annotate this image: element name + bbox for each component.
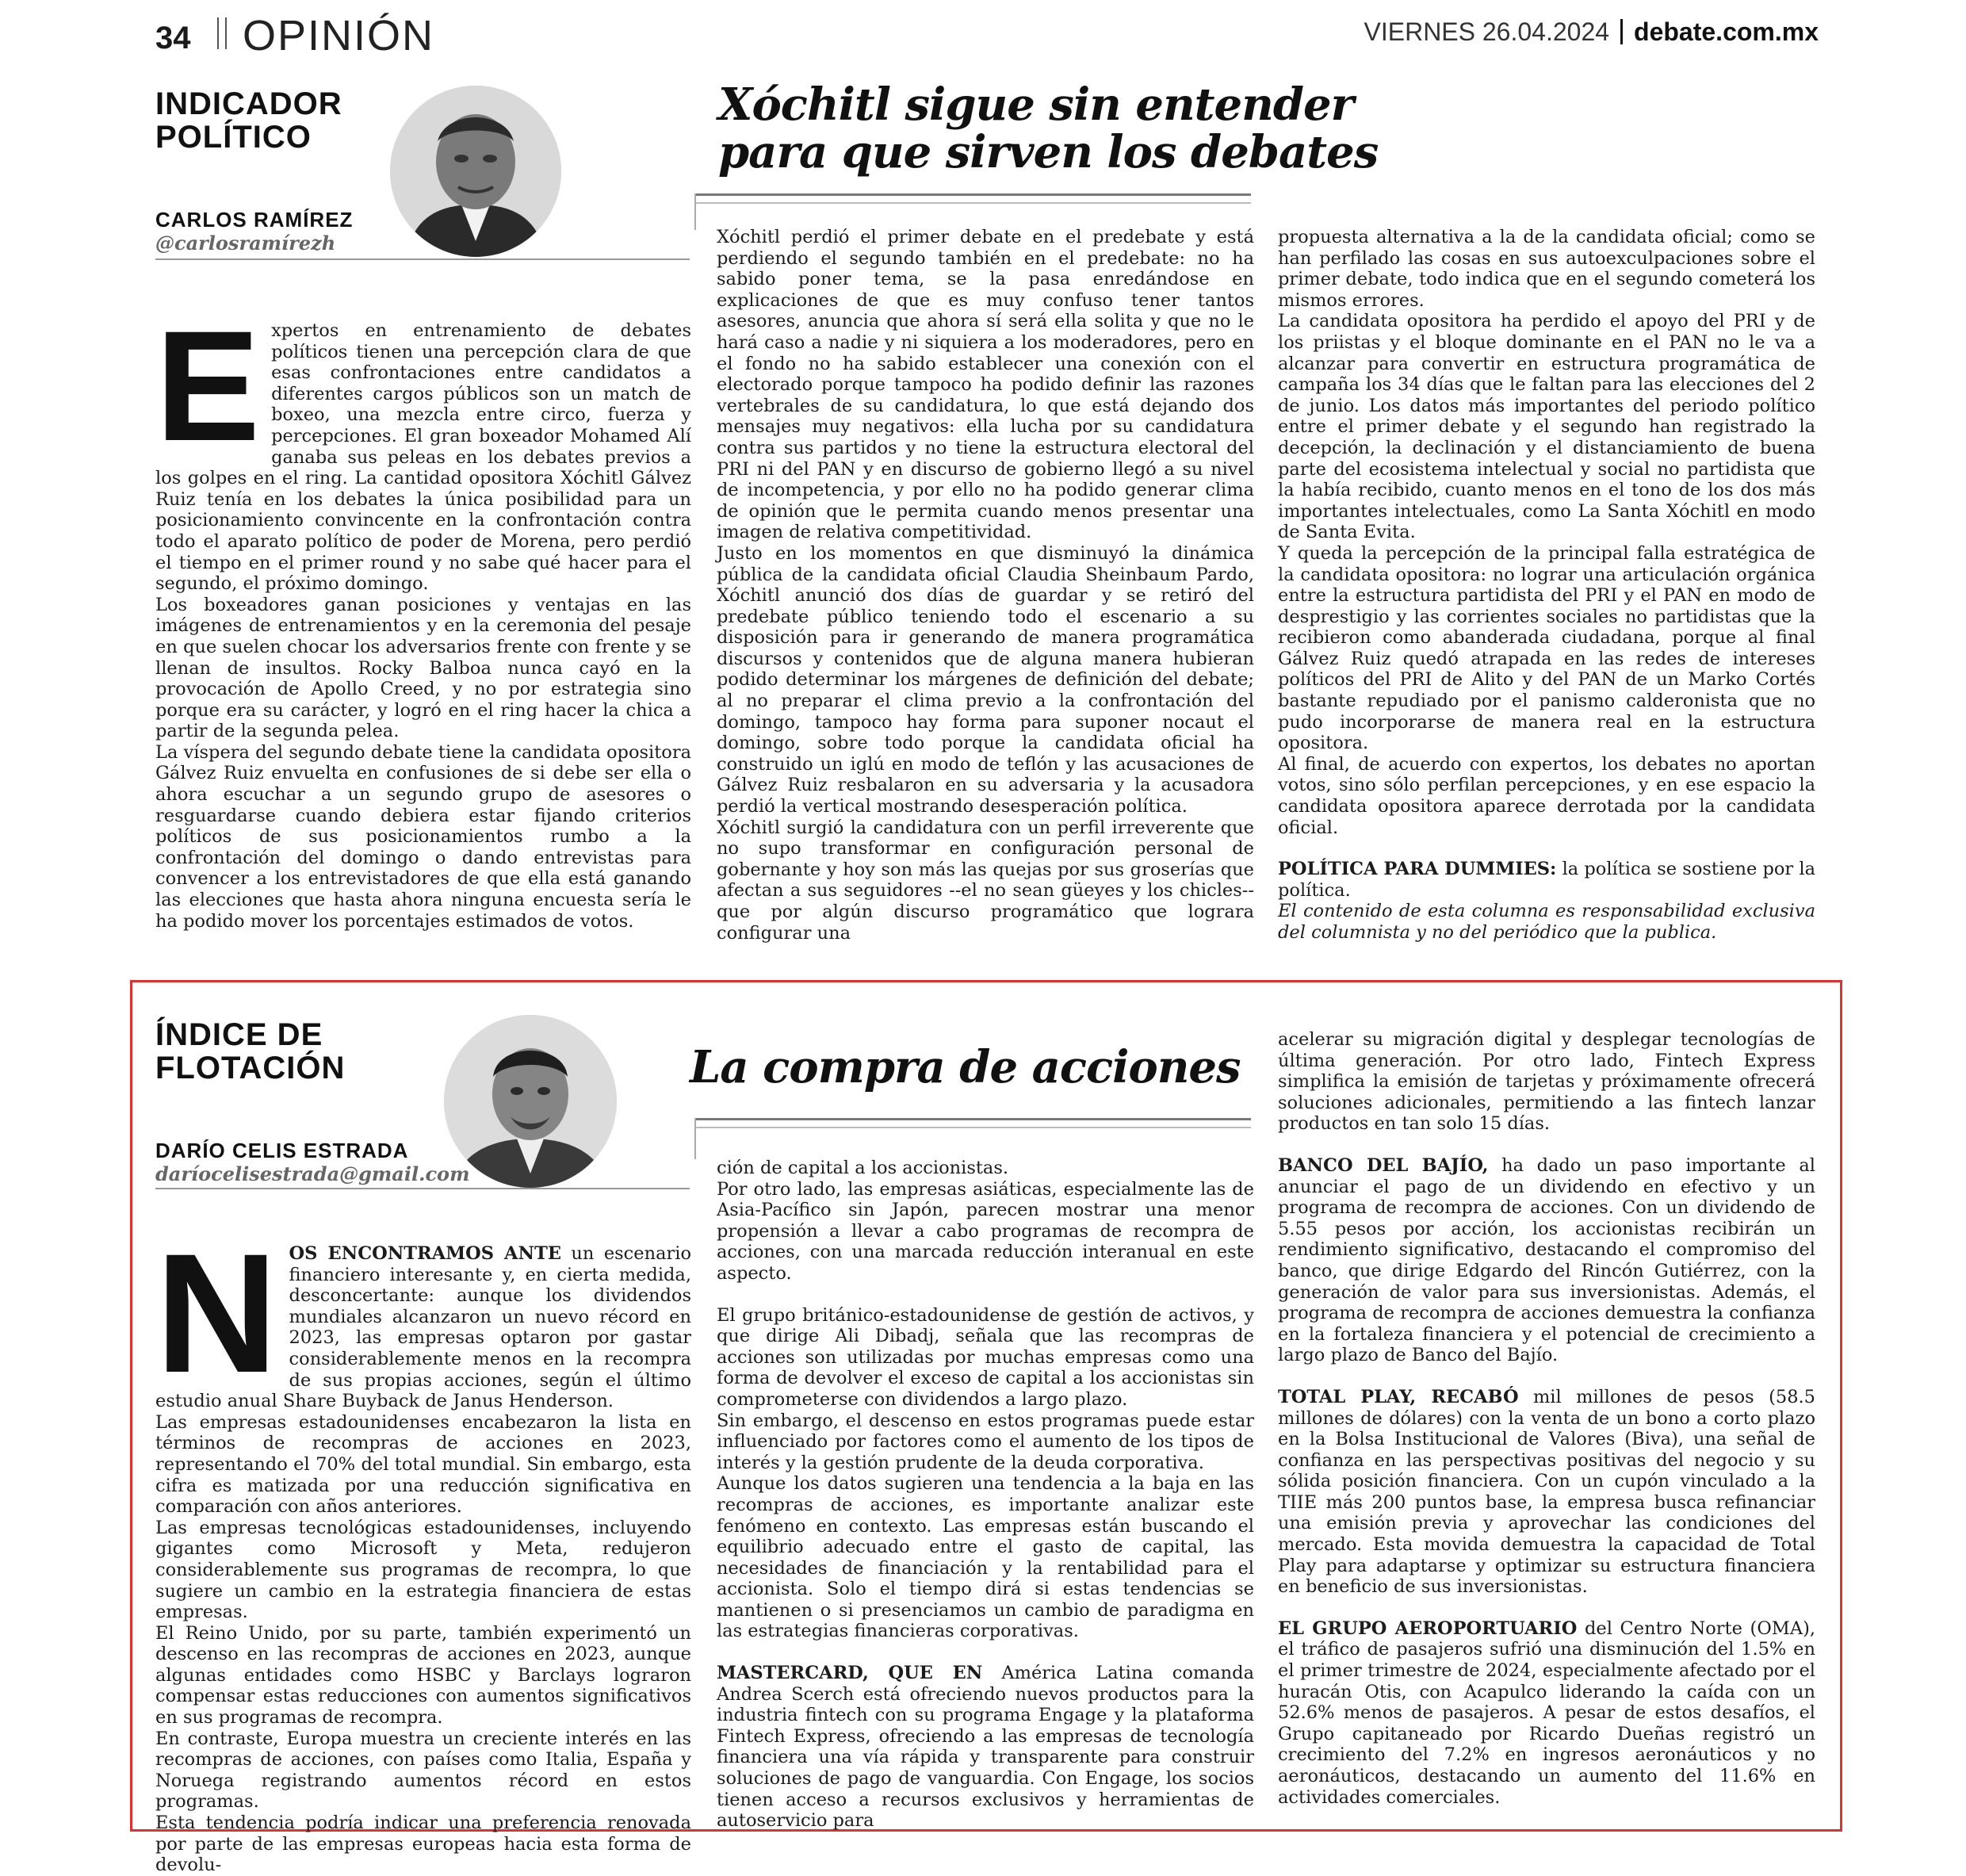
closing-text: la política se sostiene por la política. xyxy=(1278,859,1816,901)
closing-lead: POLÍTICA PARA DUMMIES: xyxy=(1278,859,1557,880)
article-column xyxy=(1278,227,1815,944)
dateline xyxy=(1364,17,1819,47)
paragraph-text: del Centro Norte (OMA), el tráfico de pasajeros sufrió una disminución del 1.5% en el primer trimestre de 2024, especialmente afectado por el huracán Otis, con Acapulco liderando la caída con un 52.6% menos de pasajeros. A pesar de estos desafíos, el Grupo capitaneado por Ricardo Dueñas registró un crecimiento del 7.2% en ingresos aeronáuticos y no aeronáuticos, destacando un aumento del 11.6% en actividades comerciales. xyxy=(1278,1618,1815,1808)
headline-rule xyxy=(694,193,1251,204)
paragraph: El grupo británico-estadounidense de gestión de activos, y que dirige Ali Dibadj, señala que las recompras de acciones son utilizadas por muchas empresas como una forma de devolver el exceso de capital a los accionistas sin comprometerse con dividendos a largo plazo. xyxy=(717,1304,1254,1410)
paragraph: Aunque los datos sugieren una tendencia a la baja en las recompras de acciones, es importante analizar este fenómeno en contexto. Las empresas están buscando el equilibrio adecuado entre el gasto de capital, las necesidades de financiación y la rentabilidad para el accionista. Solo el tiempo dirá si estas tendencias se mantienen o si presenciamos un cambio de paradigma en las estrategias financieras corporativas. xyxy=(717,1473,1254,1642)
paragraph xyxy=(1278,1618,1815,1808)
kicker-line: POLÍTICO xyxy=(155,120,312,155)
page-number: 34 xyxy=(155,21,191,56)
lead-in: MASTERCARD, QUE EN xyxy=(717,1663,983,1684)
paragraph: Las empresas tecnológicas estadounidenses, incluyendo gigantes como Microsoft y Meta, redujeron considerablemente sus programas de recompra, lo que sugiere un cambio en la estrategia financiera de estas empresas. xyxy=(155,1517,691,1623)
drop-cap: E xyxy=(155,298,261,473)
author-email: daríocelisestrada@gmail.com xyxy=(155,1162,470,1185)
headline-rule xyxy=(694,1118,1251,1128)
headline-line: Xóchitl sigue sin entender xyxy=(718,78,1354,131)
paragraph-text: mil millones de pesos (58.5 millones de dólares) con la venta de un bono a corto plazo en la Bolsa Institucional de Valores (Biva), una señal de confianza en las perspectivas positivas del negocio y su sólida posición financiera. Con un cupón vinculado a la TIIE más 200 puntos base, la empresa busca refinanciar una emisión previa y aprovechar las condiciones del mercado. Esta movida demuestra la capacidad de Total Play para adaptarse y optimizar su estructura financiera en beneficio de sus inversionistas. xyxy=(1278,1386,1815,1598)
headline-line: para que sirven los debates xyxy=(718,126,1379,178)
closing-note xyxy=(1278,859,1815,901)
paragraph: La víspera del segundo debate tiene la candidata opositora Gálvez Ruiz envuelta en confusiones de si debe ser ella o ahora escuchar a un segundo grupo de asesores o resguardarse cuando debiera estar fijando criterios políticos de sus posicionamientos rumbo a la confrontación del domingo o dando entrevistas para convencer a los entrevistadores de que ella está ganando las elecciones que hasta ahora ninguna encuesta sería le ha podido mover los porcentajes estimados de votos. xyxy=(155,741,691,932)
author-name: DARÍO CELIS ESTRADA xyxy=(155,1139,409,1162)
column-divider xyxy=(694,1118,696,1159)
issue-date: VIERNES 26.04.2024 xyxy=(1364,17,1610,46)
section-title: OPINIÓN xyxy=(243,12,435,59)
article-column xyxy=(717,227,1254,944)
lead-in: EL GRUPO AEROPORTUARIO xyxy=(1278,1618,1578,1639)
lead-in: TOTAL PLAY, RECABÓ xyxy=(1278,1386,1519,1407)
column-kicker xyxy=(155,87,342,154)
paragraph: ción de capital a los accionistas. xyxy=(717,1158,1009,1178)
kicker-line: INDICADOR xyxy=(155,86,342,121)
author-name: CARLOS RAMÍREZ xyxy=(155,208,354,232)
paragraph: Los boxeadores ganan posiciones y ventajas en las imágenes de entrenamientos y en la ceremonia del pesaje en que suelen chocar los adversarios frente con frente y se llenan de insultos. Rocky Balboa nunca cayó en la provocación de Apollo Creed, y no por estrategia sino porque era su carácter, y logró en el ring hacer la chica a partir de la segunda pelea. xyxy=(155,594,691,742)
paragraph: Xóchitl surgió la candidatura con un perfil irreverente que no supo transformar en configuración personal de gobernante y hoy son más las quejas por sus groserías que afectan a sus seguidores --el no sean güeyes y los chicles-- que por algún discurso programático que lograra configurar una xyxy=(717,817,1254,944)
paragraph xyxy=(1278,1387,1815,1598)
article-column xyxy=(1278,1029,1815,1808)
paragraph: acelerar su migración digital y desplegar tecnologías de última generación. Por otro lado, Fintech Express simplifica la emisión de tarjetas y próximamente ofrecerá soluciones adicionales, permitiendo a las fintech lanzar productos en tan solo 15 días. xyxy=(1278,1029,1815,1135)
paragraph: Sin embargo, el descenso en estos programas puede estar influenciado por factores como el aumento de los tipos de interés y la gestión prudente de la deuda corporativa. xyxy=(717,1410,1254,1473)
paragraph-text: América Latina comanda Andrea Scerch está ofreciendo nuevos productos para la industria fintech con su programa Engage y la plataforma Fintech Express, ofreciendo a las empresas de tecnología financiera una vía rápida y transparente para construir soluciones de pago de vanguardia. Con Engage, los socios tienen acceso a recursos exclusivos y herramientas de autoservicio para xyxy=(717,1663,1254,1832)
author-rule xyxy=(155,1188,690,1189)
masthead-divider xyxy=(217,17,227,49)
paragraph: El Reino Unido, por su parte, también experimentó un descenso en las recompras de acciones en 2023, aunque algunas entidades como HSBC y Barclays lograron compensar estas reducciones con aumentos significativos en sus programas de recompra. xyxy=(155,1622,691,1729)
paragraph: propuesta alternativa a la de la candidata oficial; como se han perfilado las cosas en sus autoexculpaciones sobre el primer debate, todo indica que en el segundo cometerá los mismos errores. xyxy=(1278,227,1815,311)
author-photo xyxy=(390,86,561,257)
author-portrait-icon xyxy=(444,1015,617,1188)
paragraph: Por otro lado, las empresas asiáticas, especialmente las de Asia-Pacífico sin Japón, parecen mostrar una menor propensión a llevar a cabo programas de recompra de acciones, con una marcada reducción interanual en este aspecto. xyxy=(717,1178,1254,1284)
site-name: debate.com.mx xyxy=(1634,17,1819,46)
headline: La compra de acciones xyxy=(690,1041,1241,1093)
paragraph xyxy=(717,1663,1254,1832)
paragraph xyxy=(1278,1155,1815,1366)
author-handle: @carlosramírezh xyxy=(155,232,336,255)
paragraph: Al final, de acuerdo con expertos, los debates no aportan votos, sino sólo perfilan percepciones, y en ese espacio la candidata opositora aparece derrotada por la candidata oficial. xyxy=(1278,753,1815,838)
article-column xyxy=(155,298,691,932)
paragraph: Las empresas estadounidenses encabezaron la lista en términos de recompras de acciones en 2023, representando el 70% del total mundial. Sin embargo, esta cifra es matizada por una reducción significativa en comparación con años anteriores. xyxy=(155,1411,691,1518)
paragraph-text: un escenario financiero interesante y, en cierta medida, desconcertante: aunque los dividendos mundiales alcanzaron un nuevo récord en 2023, las empresas optaron por gastar considerablemente menos en la recompra de sus propias acciones, según el último estudio anual Share Buyback de Janus Henderson. xyxy=(155,1243,692,1412)
article-column xyxy=(717,1158,1254,1832)
paragraph: En contraste, Europa muestra un creciente interés en las recompras de acciones, con países como Italia, España y Noruega registrando aumentos récord en estos programas. xyxy=(155,1728,691,1813)
author-portrait-icon xyxy=(390,86,561,257)
lead-in: BANCO DEL BAJÍO, xyxy=(1278,1154,1489,1176)
drop-cap: N xyxy=(155,1219,278,1408)
lead-in: OS ENCONTRAMOS ANTE xyxy=(289,1243,561,1264)
kicker-line: ÍNDICE DE xyxy=(155,1017,323,1052)
column-kicker xyxy=(155,1018,345,1085)
paragraph: La candidata opositora ha perdido el apoyo del PRI y de los priistas y el bloque dominante en el PAN no le va a alcanzar para convertir en estructura programática de campaña los 34 días que le faltan para las elecciones del 2 de junio. Los datos más importantes del periodo político entre el primer debate y el segundo han registrado la decepción, la declinación y el distanciamiento de buena parte del ecosistema intelectual y social no partidista que la había recibido, cuanto menos en el tono de los dos más importantes intelectuales, como La Santa Xóchitl en modo de Santa Evita. xyxy=(1278,311,1815,543)
kicker-line: FLOTACIÓN xyxy=(155,1051,346,1085)
paragraph: Esta tendencia podría indicar una preferencia renovada por parte de las empresas europeas hacia esta forma de devolu- xyxy=(155,1813,691,1876)
article-column xyxy=(155,1219,692,1876)
author-photo xyxy=(444,1015,617,1188)
paragraph: Justo en los momentos en que disminuyó la dinámica pública de la candidata oficial Claudia Sheinbaum Pardo, Xóchitl anunció dos días de guardar y se retiró del predebate público teniendo todo el escenario a su disposición para ir generando de manera programática discursos y contenidos que de alguna manera hubieran podido determinar los márgenes de definición del debate; al no preparar el clima previo a la confrontación del domingo, tampoco hay forma para suponer nocaut el domingo, sobre todo porque la candidata oficial ha construido un iglú en modo de teflón y las acusaciones de Gálvez Ruiz resbalaron en su adversaria y la acusadora perdió la vertical mostrando desesperación política. xyxy=(717,542,1254,817)
column-divider xyxy=(694,193,696,230)
paragraph-text: ha dado un paso importante al anunciar el pago de un dividendo en efectivo y un programa de recompra de acciones. Con un dividendo de 5.55 pesos por acción, los accionistas recibirán un rendimiento significativo, destacando el compromiso del banco, que dirige Edgardo del Rincón Gutiérrez, con la generación de valor para sus inversionistas. Además, el programa de recompra de acciones demuestra la confianza en la fortaleza financiera y el potencial de crecimiento a largo plazo de Banco del Bajío. xyxy=(1278,1154,1815,1366)
author-rule xyxy=(155,258,690,260)
paragraph: xpertos en entrenamiento de debates políticos tienen una percepción clara de que esas confrontaciones entre candidatos a diferentes cargos públicos son un match de boxeo, una mezcla entre circo, fuerza y percepciones. El gran boxeador Mohamed Alí ganaba sus peleas en los debates previos a los golpes en el ring. La cantidad opositora Xóchitl Gálvez Ruiz tenía en los debates la única posibilidad para un posicionamiento convincente en la confrontación contra todo el aparato político de poder de Morena, pero perdió el tiempo en el primer round y no sabe qué hacer para el segundo, el próximo domingo. xyxy=(155,320,691,595)
paragraph: Y queda la percepción de la principal falla estratégica de la candidata opositora: no lograr una articulación orgánica entre la estructura partidista del PRI y el PAN en modo de desprestigio y las corrientes sociales no partidistas que la recibieron como abanderada ciudadana, porque al final Gálvez Ruiz quedó atrapada en las redes de intereses políticos del PRI de Alito y del PAN de un Marko Cortés bastante repudiado por el panismo calderonista que no pudo incorporarse de manera real en la estructura opositora. xyxy=(1278,542,1815,754)
headline xyxy=(718,78,1379,178)
dateline-divider xyxy=(1620,19,1623,44)
paragraph: Xóchitl perdió el primer debate en el predebate y está perdiendo el segundo también en el predebate: no ha sabido poner tema, se la pasa enredándose en explicaciones de que es muy confuso tener tantos asesores, anuncia que ahora sí será ella solita y que no le hará caso a nadie y ni siquiera a los moderadores, pero en el fondo no ha sabido establecer una conexión con el electorado porque tampoco ha podido definir las razones vertebrales de su candidatura, lo que está dejando dos mensajes muy negativos: ella lucha por su candidatura contra sus partidos y no tiene la estructura electoral del PRI ni del PAN y en discurso de gobierno llegó a su nivel de incompetencia, y por ello no ha podido generar clima de opinión que le permita cuando menos presentar una imagen de relativa competitividad. xyxy=(717,227,1254,543)
disclaimer: El contenido de esta columna es responsabilidad exclusiva del columnista y no del periódico que la publica. xyxy=(1278,901,1815,943)
